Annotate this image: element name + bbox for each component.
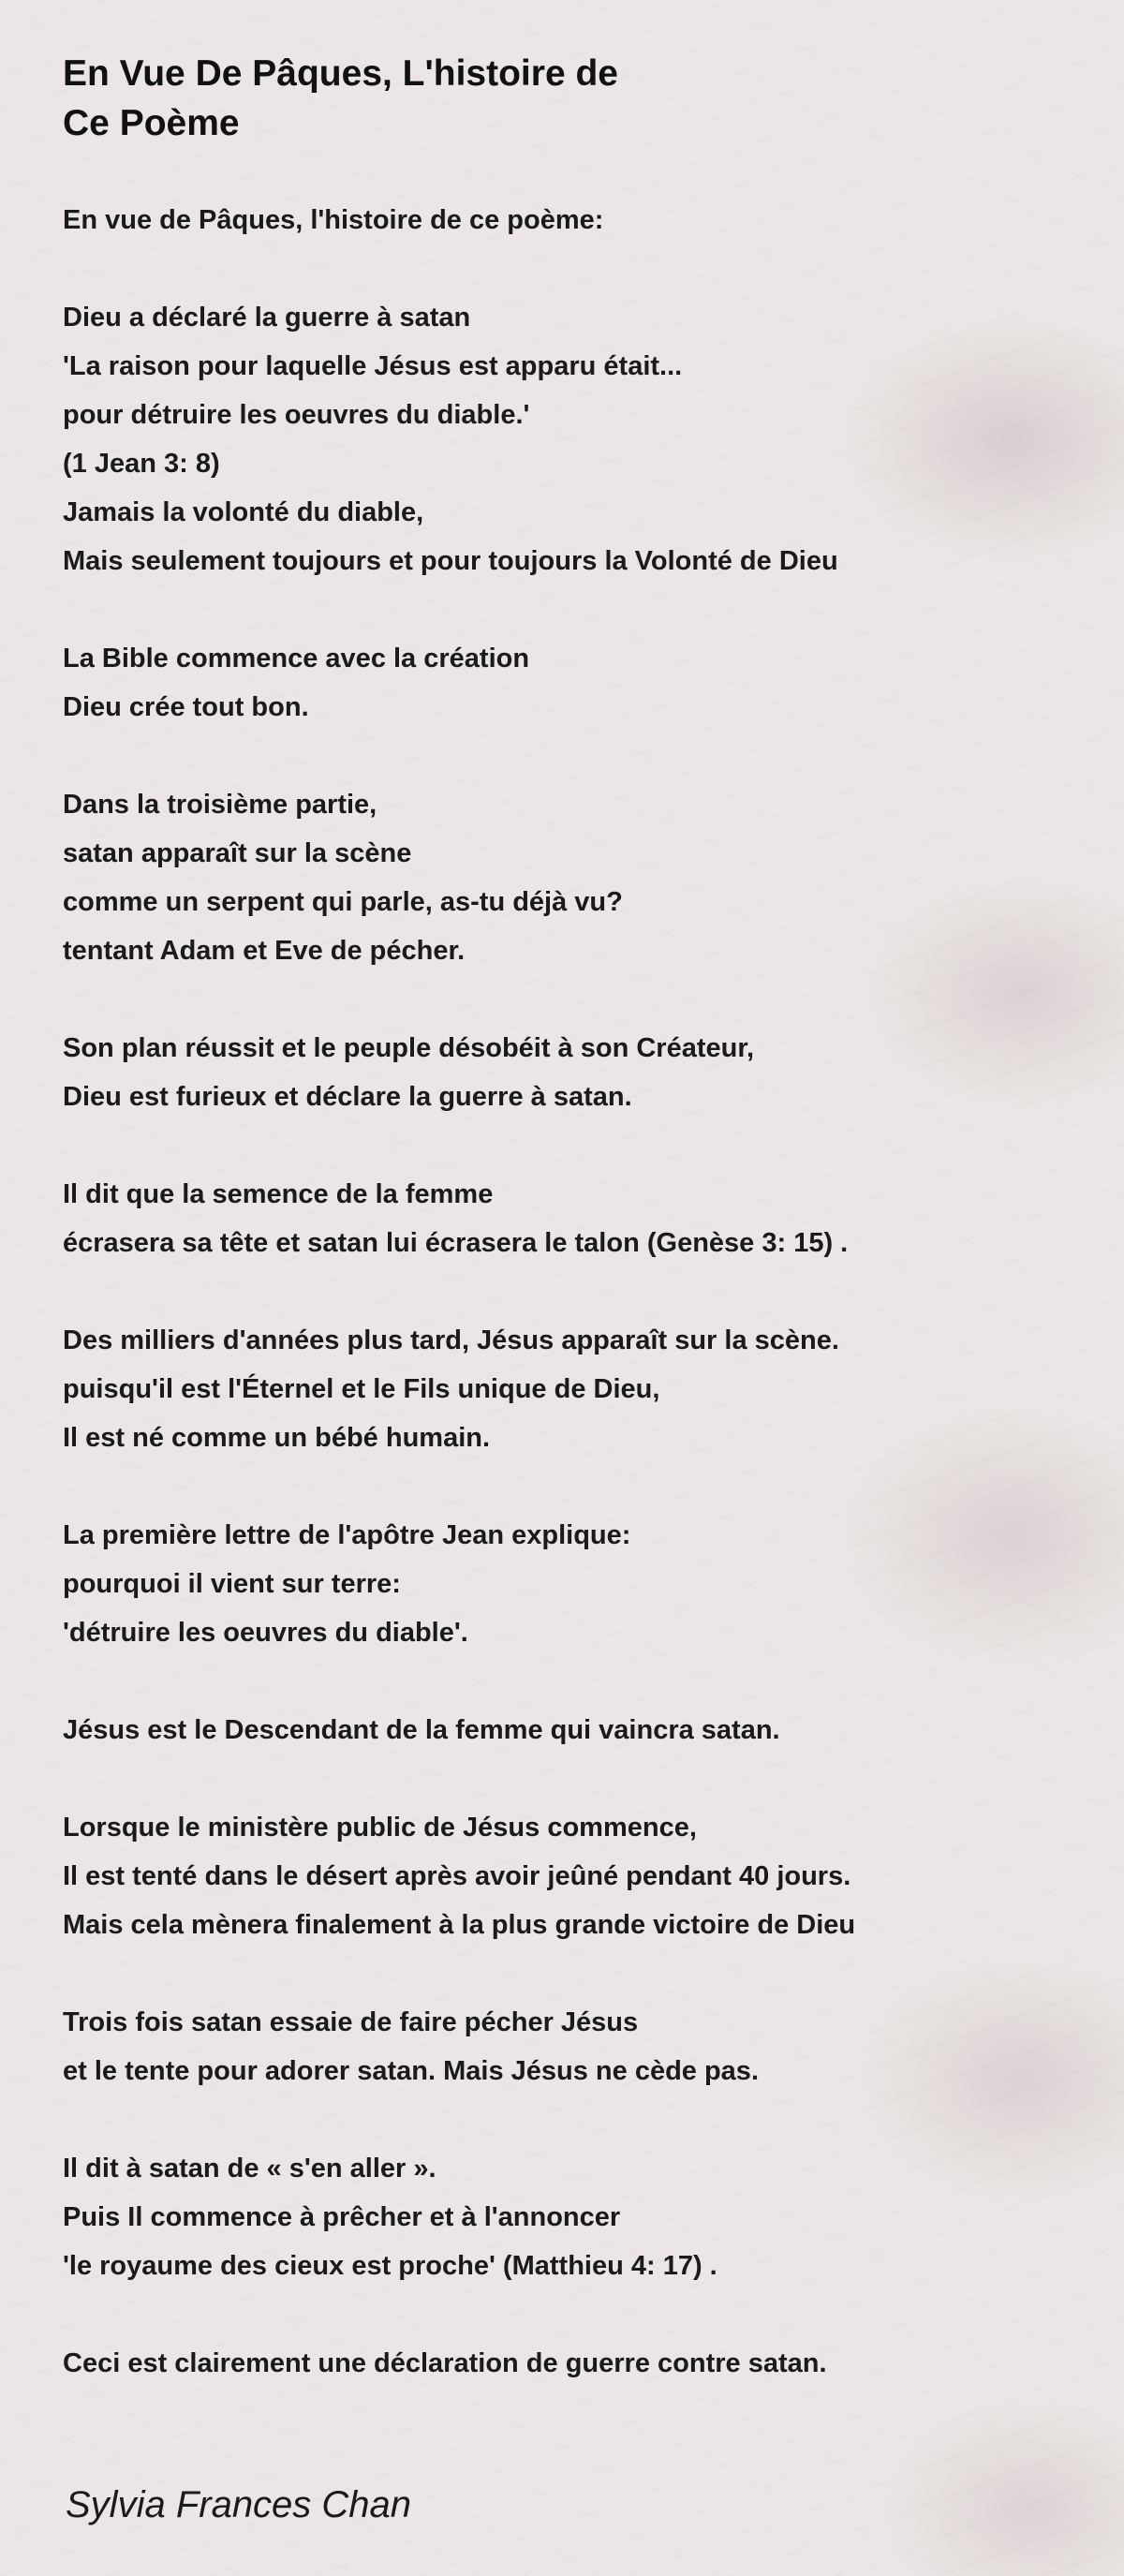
- stanza-break: [63, 732, 1093, 780]
- poem-line: Des milliers d'années plus tard, Jésus apparaît sur la scène.: [63, 1325, 839, 1355]
- poem-line: La Bible commence avec la création: [63, 644, 530, 674]
- poem-author: Sylvia Frances Chan: [66, 2484, 412, 2525]
- poem-line: (1 Jean 3: 8): [63, 449, 220, 479]
- poem-line: puisqu'il est l'Éternel et le Fils unique de Dieu,: [63, 1374, 660, 1404]
- poem-page: [63, 49, 1093, 2388]
- poem-line: 'La raison pour laquelle Jésus est apparu était...: [63, 351, 683, 381]
- poem-line: Jamais la volonté du diable,: [63, 497, 424, 527]
- poem-line: satan apparaît sur la scène: [63, 838, 412, 868]
- stanza-break: [63, 585, 1093, 634]
- poem-line: pourquoi il vient sur terre:: [63, 1569, 401, 1599]
- poem-line: La première lettre de l'apôtre Jean explique:: [63, 1520, 631, 1550]
- poem-line: Il est tenté dans le désert après avoir jeûné pendant 40 jours.: [63, 1861, 851, 1891]
- poem-line: Dieu crée tout bon.: [63, 692, 309, 722]
- poem-line: En vue de Pâques, l'histoire de ce poème:: [63, 205, 604, 235]
- stanza-break: [63, 1754, 1093, 1803]
- stanza-break: [63, 2095, 1093, 2144]
- stanza-break: [63, 1657, 1093, 1706]
- poem-line: Il dit à satan de « s'en aller ».: [63, 2154, 436, 2184]
- poem-line: Lorsque le ministère public de Jésus commence,: [63, 1813, 697, 1843]
- poem-line: Dieu est furieux et déclare la guerre à satan.: [63, 1082, 632, 1112]
- stanza-break: [63, 244, 1093, 293]
- stanza-break: [63, 1121, 1093, 1170]
- poem-line: et le tente pour adorer satan. Mais Jésus ne cède pas.: [63, 2056, 759, 2086]
- stanza-break: [63, 1949, 1093, 1998]
- poem-line: Dieu a déclaré la guerre à satan: [63, 303, 471, 333]
- poem-line: Il dit que la semence de la femme: [63, 1179, 494, 1209]
- poem-line: 'le royaume des cieux est proche' (Matthieu 4: 17) .: [63, 2251, 717, 2281]
- poem-line: tentant Adam et Eve de pécher.: [63, 936, 466, 966]
- stanza-break: [63, 1267, 1093, 1316]
- poem-line: 'détruire les oeuvres du diable'.: [63, 1618, 468, 1648]
- poem-line: Mais cela mènera finalement à la plus grande victoire de Dieu: [63, 1910, 856, 1940]
- poem-line: Dans la troisième partie,: [63, 790, 377, 820]
- poem-line: pour détruire les oeuvres du diable.': [63, 400, 530, 430]
- poem-line: Il est né comme un bébé humain.: [63, 1423, 491, 1453]
- stanza-break: [63, 1462, 1093, 1511]
- poem-line: Trois fois satan essaie de faire pécher Jésus: [63, 2007, 639, 2037]
- poem-line: comme un serpent qui parle, as-tu déjà vu?: [63, 887, 623, 917]
- poem-line: Mais seulement toujours et pour toujours la Volonté de Dieu: [63, 546, 838, 576]
- poem-line: Puis Il commence à prêcher et à l'annoncer: [63, 2202, 621, 2232]
- poem-line: Son plan réussit et le peuple désobéit à son Créateur,: [63, 1033, 755, 1063]
- poem-line: Ceci est clairement une déclaration de guerre contre satan.: [63, 2348, 827, 2378]
- stanza-break: [63, 2290, 1093, 2339]
- stanza-break: [63, 975, 1093, 1024]
- poem-title: En Vue De Pâques, L'histoire de Ce Poème: [63, 53, 618, 143]
- poem-line: écrasera sa tête et satan lui écrasera le talon (Genèse 3: 15) .: [63, 1228, 849, 1258]
- poem-line: Jésus est le Descendant de la femme qui vaincra satan.: [63, 1715, 780, 1745]
- poem-body: [63, 196, 1093, 2388]
